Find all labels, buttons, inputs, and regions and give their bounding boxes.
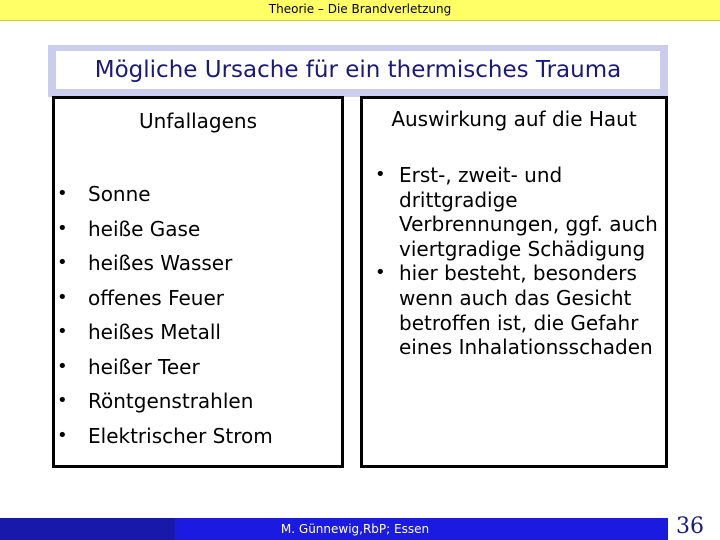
footer-author: M. Günnewig,RbP; Essen (280, 522, 430, 536)
right-panel (360, 96, 668, 468)
slide-title: Mögliche Ursache für ein thermisches Trauma (94, 57, 622, 83)
bullet-icon: • (375, 164, 386, 185)
list-item (55, 246, 341, 281)
list-item-label: Röntgenstrahlen (88, 389, 254, 413)
effect-list (363, 163, 665, 360)
list-item (55, 350, 341, 385)
list-item (55, 177, 341, 212)
list-item (363, 261, 665, 359)
right-heading: Auswirkung auf die Haut (391, 107, 637, 131)
footer-bar (0, 518, 720, 540)
bullet-icon: • (57, 321, 68, 342)
list-item-label: heißes Metall (88, 320, 221, 344)
left-heading: Unfallagens (138, 109, 258, 133)
list-item (55, 384, 341, 419)
list-item (363, 163, 665, 261)
header-title: Theorie – Die Brandverletzung (268, 2, 452, 16)
bullet-icon: • (57, 252, 68, 273)
agent-list (55, 177, 341, 453)
list-item-label: heißes Wasser (88, 251, 233, 275)
list-item-label: hier besteht, besonders wenn auch das Gesicht betroffen ist, die Gefahr eines Inhalationsschaden (399, 261, 653, 360)
list-item-label: Erst-, zweit- und drittgradige Verbrennungen, ggf. auch viertgradige Schädigung (399, 163, 658, 261)
footer-accent (0, 518, 175, 540)
list-item (55, 281, 341, 316)
title-box (56, 51, 660, 89)
bullet-icon: • (57, 183, 68, 204)
left-panel (52, 96, 344, 468)
list-item-label: Sonne (88, 182, 151, 206)
list-item-label: Elektrischer Strom (88, 423, 273, 448)
bullet-icon: • (57, 217, 68, 239)
list-item-label: offenes Feuer (88, 285, 224, 310)
page-number: 36 (676, 514, 704, 539)
list-item-label: heiße Gase (88, 216, 201, 241)
bullet-icon: • (57, 424, 68, 446)
bullet-icon: • (57, 390, 68, 411)
list-item (55, 315, 341, 350)
bullet-icon: • (57, 355, 68, 377)
bullet-icon: • (57, 286, 68, 308)
list-item-label: heißer Teer (88, 354, 200, 379)
list-item (55, 212, 341, 247)
list-item (55, 419, 341, 454)
bullet-icon: • (375, 262, 386, 284)
